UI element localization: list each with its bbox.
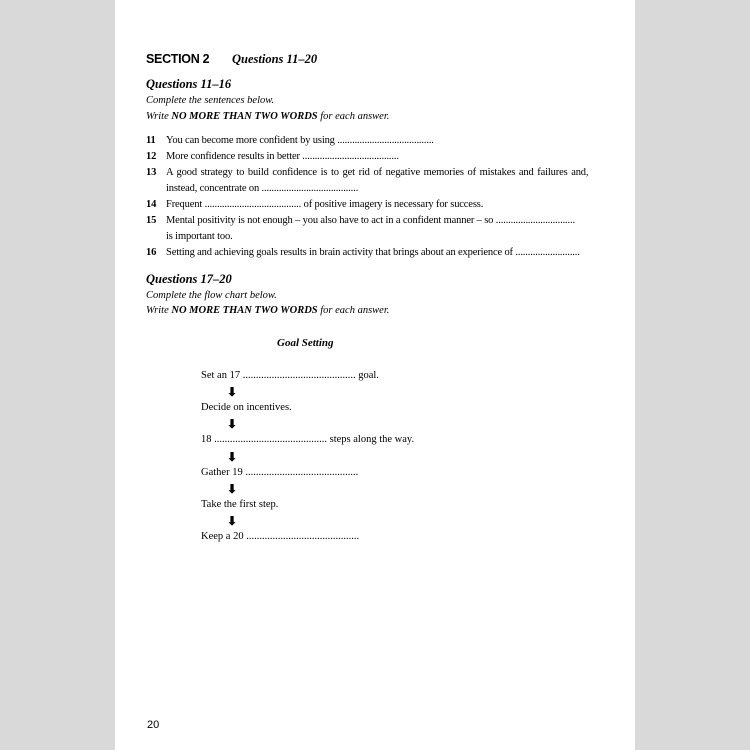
question-text: More confidence results in better ....................................... [166, 151, 399, 162]
question-16 [146, 247, 580, 258]
instruction-prefix: Write [146, 111, 172, 122]
flow-step-20: Keep a 20 ........................................... [201, 531, 360, 542]
question-text: Mental positivity is not enough – you also have to act in a confident manner – so ................................ [166, 215, 575, 226]
question-13 [146, 167, 588, 178]
instruction-bold: NO MORE THAN TWO WORDS [171, 305, 318, 316]
arrow-down-icon: ⬇ [227, 514, 238, 528]
question-number: 15 [146, 215, 157, 226]
question-text: Setting and achieving goals results in brain activity that brings about an experience of .......................... [166, 247, 580, 258]
question-15 [146, 215, 575, 226]
question-text: Frequent ....................................... of positive imagery is necessary for success. [166, 199, 484, 210]
question-number: 11 [146, 135, 156, 146]
instruction-bold: NO MORE THAN TWO WORDS [171, 111, 318, 122]
part2-instruction-1: Complete the flow chart below. [146, 290, 277, 301]
question-13-continuation: instead, concentrate on ....................................... [166, 183, 359, 194]
part2-instruction-2 [146, 305, 389, 316]
flow-step-18: 18 ........................................... steps along the way. [201, 434, 415, 445]
arrow-down-icon: ⬇ [227, 450, 238, 464]
question-14 [146, 199, 483, 210]
flow-step-first-step: Take the first step. [201, 499, 279, 510]
question-number: 12 [146, 151, 157, 162]
part1-instruction-1: Complete the sentences below. [146, 95, 275, 106]
arrow-down-icon: ⬇ [227, 482, 238, 496]
document-page [115, 0, 635, 750]
question-11 [146, 135, 434, 146]
instruction-prefix: Write [146, 305, 172, 316]
part2-heading: Questions 17–20 [146, 272, 232, 286]
instruction-suffix: for each answer. [317, 111, 390, 122]
arrow-down-icon: ⬇ [227, 417, 238, 431]
question-number: 16 [146, 247, 157, 258]
arrow-down-icon: ⬇ [227, 385, 238, 399]
instruction-suffix: for each answer. [317, 305, 390, 316]
part1-heading: Questions 11–16 [146, 77, 232, 91]
question-12 [146, 151, 399, 162]
question-number: 13 [146, 167, 157, 178]
flowchart-title: Goal Setting [277, 337, 334, 349]
page-number: 20 [147, 719, 160, 731]
question-number: 14 [146, 199, 157, 210]
question-text: A good strategy to build confidence is to get rid of negative memories of mistakes and failures and, [166, 167, 589, 178]
flow-step-incentives: Decide on incentives. [201, 402, 292, 413]
flow-step-17: Set an 17 ........................................... goal. [201, 370, 379, 381]
flow-step-19: Gather 19 ........................................... [201, 467, 359, 478]
question-15-continuation: is important too. [166, 231, 233, 242]
section-label: SECTION 2 [146, 52, 210, 66]
part1-instruction-2 [146, 111, 389, 122]
question-text: You can become more confident by using ....................................... [166, 135, 434, 146]
section-questions-range: Questions 11–20 [232, 52, 318, 66]
